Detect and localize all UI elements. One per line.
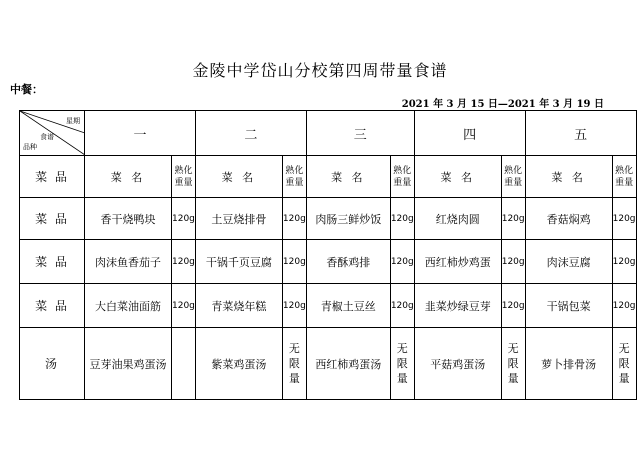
amount-cell: 120g — [612, 198, 636, 240]
menu-table — [19, 110, 637, 400]
dish-row — [20, 284, 637, 328]
day-header-row — [20, 111, 637, 156]
unlimited-label: 无限量 — [288, 342, 300, 385]
type-header: 菜 品 — [20, 156, 85, 198]
soup-name-cell: 平菇鸡蛋汤 — [414, 328, 501, 400]
amount-cell — [612, 328, 636, 400]
amount-cell: 120g — [612, 284, 636, 328]
unlimited-label: 无限量 — [507, 342, 519, 385]
amount-column-header: 熟化重量 — [172, 156, 196, 198]
amount-cell: 120g — [282, 198, 306, 240]
unlimited-label: 无限量 — [618, 342, 630, 385]
corner-day-label: 星期 — [66, 117, 80, 125]
soup-name-cell: 西红柿鸡蛋汤 — [306, 328, 390, 400]
corner-category-label: 品种 — [23, 143, 37, 151]
dish-name-cell: 青椒土豆丝 — [306, 284, 390, 328]
soup-name-cell: 紫菜鸡蛋汤 — [195, 328, 282, 400]
page-title: 金陵中学岱山分校第四周带量食谱 — [192, 61, 448, 80]
amount-cell: 120g — [172, 240, 196, 284]
amount-cell: 120g — [390, 198, 414, 240]
day-header: 二 — [195, 111, 306, 156]
corner-menu-label: 食谱 — [40, 133, 54, 141]
column-header-row — [20, 156, 637, 198]
dish-column-header: 菜 名 — [414, 156, 501, 198]
amount-column-header: 熟化重量 — [390, 156, 414, 198]
dish-column-header: 菜 名 — [306, 156, 390, 198]
amount-cell: 120g — [172, 198, 196, 240]
soup-type-cell: 汤 — [20, 328, 85, 400]
day-header: 三 — [306, 111, 414, 156]
dish-name-cell: 红烧肉圆 — [414, 198, 501, 240]
amount-cell — [390, 328, 414, 400]
day-header: 四 — [414, 111, 525, 156]
amount-cell: 120g — [172, 284, 196, 328]
unlimited-label: 无限量 — [396, 342, 408, 385]
meal-label: 中餐： — [10, 83, 43, 96]
date-range: 2021 年 3 月 15 日—2021 年 3 月 19 日 — [401, 99, 604, 110]
soup-row — [20, 328, 637, 400]
amount-column-header: 熟化重量 — [501, 156, 525, 198]
soup-name-cell: 萝卜排骨汤 — [525, 328, 612, 400]
amount-cell — [501, 328, 525, 400]
dish-name-cell: 干锅包菜 — [525, 284, 612, 328]
amount-cell — [282, 328, 306, 400]
dish-name-cell: 干锅千页豆腐 — [195, 240, 282, 284]
amount-cell: 120g — [501, 284, 525, 328]
corner-cell — [20, 111, 85, 156]
dish-name-cell: 青菜烧年糕 — [195, 284, 282, 328]
soup-name-cell: 豆芽油果鸡蛋汤 — [85, 328, 172, 400]
dish-name-cell: 大白菜油面筋 — [85, 284, 172, 328]
dish-name-cell: 韭菜炒绿豆芽 — [414, 284, 501, 328]
dish-name-cell: 香菇焖鸡 — [525, 198, 612, 240]
dish-name-cell: 肉沫豆腐 — [525, 240, 612, 284]
dish-column-header: 菜 名 — [525, 156, 612, 198]
amount-cell: 120g — [282, 240, 306, 284]
amount-cell — [172, 328, 196, 400]
dish-name-cell: 土豆烧排骨 — [195, 198, 282, 240]
day-header: 一 — [85, 111, 196, 156]
dish-type-cell: 菜 品 — [20, 240, 85, 284]
dish-type-cell: 菜 品 — [20, 198, 85, 240]
amount-column-header: 熟化重量 — [612, 156, 636, 198]
dish-column-header: 菜 名 — [195, 156, 282, 198]
dish-row — [20, 240, 637, 284]
dish-row — [20, 198, 637, 240]
amount-column-header: 熟化重量 — [282, 156, 306, 198]
amount-cell: 120g — [501, 240, 525, 284]
amount-cell: 120g — [282, 284, 306, 328]
dish-column-header: 菜 名 — [85, 156, 172, 198]
dish-name-cell: 肉肠三鲜炒饭 — [306, 198, 390, 240]
dish-name-cell: 香干烧鸭块 — [85, 198, 172, 240]
dish-name-cell: 西红柿炒鸡蛋 — [414, 240, 501, 284]
dish-name-cell: 肉沫鱼香茄子 — [85, 240, 172, 284]
amount-cell: 120g — [612, 240, 636, 284]
dish-name-cell: 香酥鸡排 — [306, 240, 390, 284]
day-header: 五 — [525, 111, 636, 156]
amount-cell: 120g — [390, 240, 414, 284]
amount-cell: 120g — [501, 198, 525, 240]
amount-cell: 120g — [390, 284, 414, 328]
dish-type-cell: 菜 品 — [20, 284, 85, 328]
